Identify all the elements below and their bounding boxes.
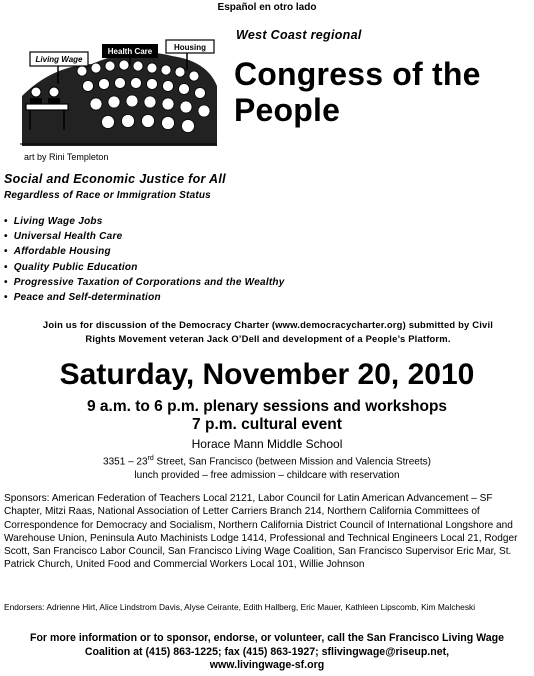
address-street: Street, San Francisco (between Mission and Valencia Streets) <box>153 456 431 468</box>
sponsors-paragraph: Sponsors: American Federation of Teachers Local 2121, Labor Council for Latin American Advancement – SF Chapter, Mitzi Raas, National Association of Letter Carriers Branch 214, Northern California Committees of Correspondence for Democracy and Socialism, Northern California District Council of International Longshore and Warehouse Union, Peninsula Auto Machinists Lodge 1414, Professional and Technical Engineers Local 21, Rodger Scott, San Francisco Labor Council, San Francisco Living Wage Coalition, San Francisco Supervisor Eric Mar, St. Patrick Church, United Food and Commercial Workers Local 101, Willie Johnson <box>4 493 518 571</box>
title-line-1: Congress of the <box>234 56 481 92</box>
contact-info <box>0 632 534 673</box>
address-line <box>0 452 534 469</box>
event-time-line-2: 7 p.m. cultural event <box>192 416 342 433</box>
spanish-version-link[interactable]: Español en otro lado <box>217 2 317 13</box>
event-time-line-1: 9 a.m. to 6 p.m. plenary sessions and workshops <box>86 398 448 415</box>
region-label: West Coast regional <box>236 28 362 42</box>
sign-living-wage: Living Wage <box>35 55 83 64</box>
list-item: • Affordable Housing <box>4 244 285 259</box>
venue-name: Horace Mann Middle School <box>191 437 343 451</box>
event-times <box>0 398 534 434</box>
subtitle-secondary: Regardless of Race or Immigration Status <box>4 190 211 201</box>
endorsers-paragraph: Endorsers: Adrienne Hirt, Alice Lindstrom Davis, Alyse Ceirante, Edith Hallberg, Eric Mauer, Kathleen Lipscomb, Kim Malcheski <box>4 602 476 612</box>
list-item: • Progressive Taxation of Corporations and the Wealthy <box>4 275 285 290</box>
list-item: • Quality Public Education <box>4 260 285 275</box>
art-credit: art by Rini Templeton <box>24 152 109 162</box>
event-date: Saturday, November 20, 2010 <box>59 358 475 391</box>
website-link[interactable]: www.livingwage-sf.org <box>209 659 325 671</box>
join-line-1: Join us for discussion of the Democracy Charter (www.democracycharter.org) submitted by Civil <box>42 319 494 330</box>
join-line-2: Rights Movement veteran Jack O’Dell and development of a People’s Platform. <box>85 333 451 344</box>
page-title <box>234 56 481 128</box>
demands-list <box>4 214 285 305</box>
venue-address <box>0 452 534 483</box>
event-details: lunch provided – free admission – childcare with reservation <box>134 470 400 482</box>
title-line-2: People <box>234 92 341 128</box>
address-number: 3351 – 23 <box>103 456 148 468</box>
crowd-illustration <box>12 26 222 152</box>
contact-line-2: Coalition at (415) 863-1225; fax (415) 863-1927; sflivingwage@riseup.net, <box>84 645 450 658</box>
join-paragraph <box>6 318 530 346</box>
sign-health-care: Health Care <box>107 47 153 56</box>
contact-line-1: For more information or to sponsor, endorse, or volunteer, call the San Francisco Living Wage <box>29 632 505 644</box>
address-ordinal: rd <box>147 455 154 462</box>
sign-housing: Housing <box>174 43 206 52</box>
list-item: • Universal Health Care <box>4 229 285 244</box>
list-item: • Peace and Self-determination <box>4 290 285 305</box>
subtitle: Social and Economic Justice for All <box>4 172 226 186</box>
list-item: • Living Wage Jobs <box>4 214 285 229</box>
